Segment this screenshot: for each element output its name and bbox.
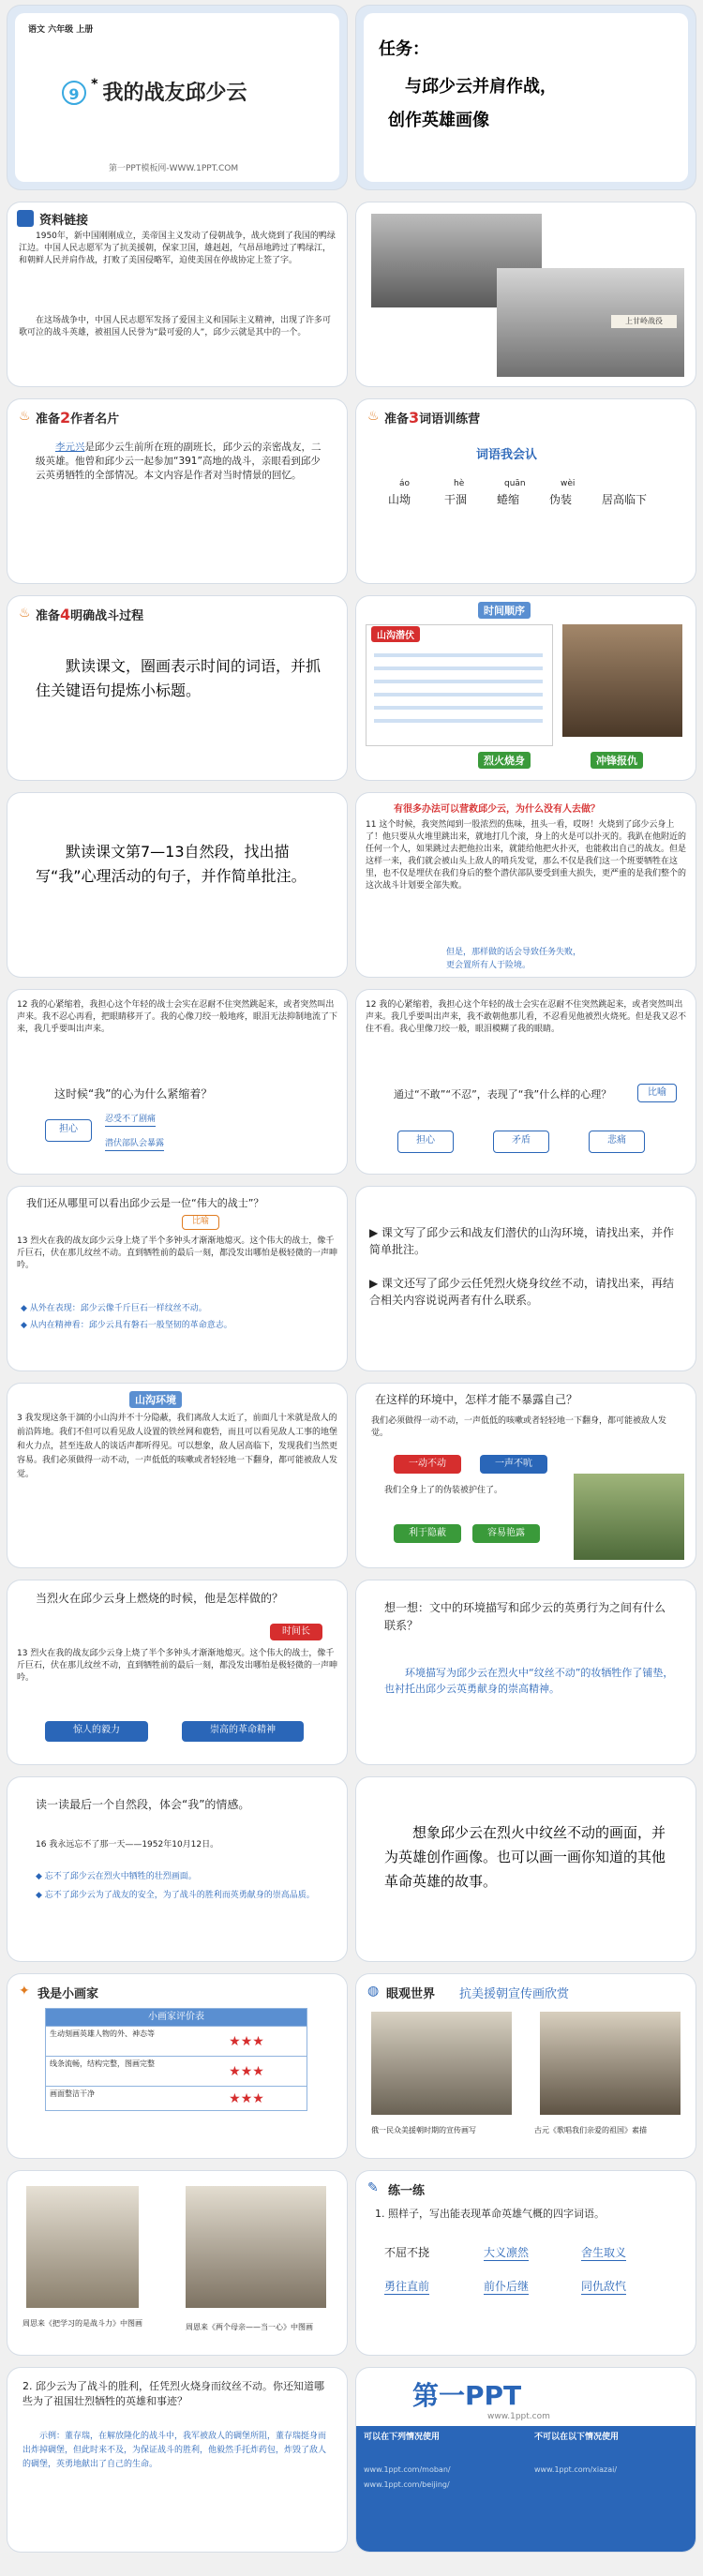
lesson-star: * — [91, 77, 98, 92]
flame-icon: ♨ — [19, 606, 31, 621]
prep-label: 准备 — [36, 412, 61, 427]
process-heading-text: 明确战斗过程 — [70, 609, 144, 623]
dare-question: 通过“不敢”“不忍”，表现了“我”什么样的心理？ — [394, 1088, 612, 1101]
link-2[interactable]: www.1ppt.com/beijing/ — [364, 2480, 450, 2489]
vocab-word-1: 山坳 — [388, 493, 411, 506]
slide-heroes — [7, 2368, 347, 2552]
valley-paragraph: 3 我发现这条干涸的小山沟并不十分隐蔽，我们离敌人太近了，前面几十米就是敌人的前沿阵地。我们不但可以看见敌人设置的铁丝网和鹿砦，而且可以看见敌人工事的地堡和火力点，甚至连敌人的谈话声都听得见。可以想象，敌人居高临下，发现我们当然更容易。我们必须做得一动不动，一声低低的咳嗽或者轻轻地一下翻身，都可能被敌人发觉。 — [17, 1414, 338, 1479]
poster-caption-1: 俄一民众美援朝时期的宣传画写 — [371, 2126, 476, 2134]
psych-body: 默读课文第7—13自然段，找出描写“我”心理活动的句子，并作简单批注。 — [36, 843, 307, 885]
slide-background-info — [7, 202, 347, 386]
dare-paragraph: 12 我的心紧缩着，我担心这个年轻的战士会实在忍耐不住突然跳起来，或者突然叫出声来。我几乎要叫出声来，我不敢朝他那儿看，不忍看见他被烈火烧死。但是我又忍不住不看。我心里像刀绞一般，眼泪模糊了我的眼睛。 — [366, 1000, 687, 1034]
rescue-note-1: 但是，那样做的话会导致任务失败， — [446, 948, 582, 957]
valley-banner: 山沟环境 — [129, 1391, 182, 1408]
slide-practice — [356, 2171, 696, 2355]
info-paragraph-2: 在这场战争中，中国人民志愿军发扬了爱国主义和国际主义精神，出现了许多可歌可泣的战斗英雄，被祖国人民誉为“最可爱的人”，邱少云就是其中的一个。 — [19, 316, 332, 337]
vocab-word-4: 伪装 — [549, 493, 573, 506]
exposed-paragraph: 我们必须做得一动不动，一声低低的咳嗽或者轻轻地一下翻身，都可能被敌人发觉。 — [371, 1416, 667, 1438]
heart-answer-1: 忍受不了剧痛 — [105, 1114, 156, 1127]
link-1[interactable]: www.1ppt.com/moban/ — [364, 2465, 451, 2474]
lesson-heading — [62, 77, 247, 106]
practice-heading: 练一练 — [388, 2184, 426, 2198]
table-title: 小画家评价表 — [46, 2009, 307, 2026]
trait-spirit: 崇高的革命精神 — [182, 1721, 304, 1742]
author-heading — [36, 409, 119, 427]
text-line — [374, 693, 543, 696]
task-point-2-text: 课文还写了邱少云任凭烈火烧身纹丝不动，请找出来，再结合相关内容说说两者有什么联系。 — [369, 1277, 675, 1307]
slide-painter — [7, 1974, 347, 2158]
prep-label: 准备 — [36, 609, 61, 623]
artwork-2 — [186, 2186, 326, 2308]
slide-photos — [356, 202, 696, 386]
prep-number: 3 — [409, 409, 420, 427]
logo: 第一PPT — [412, 2380, 522, 2411]
tag-long-time: 时间长 — [270, 1624, 322, 1640]
last-question: 读一读最后一个自然段，体会“我”的情感。 — [36, 1798, 250, 1811]
author-name: 李元兴 — [55, 442, 85, 453]
info-heading: 资料链接 — [39, 214, 89, 228]
slide-imagine — [356, 1777, 696, 1961]
rescue-paragraph: 11 这个时候，我突然闻到一股浓烈的焦味，扭头一看，哎呀！火烧到了邱少云身上了！他只要从火堆里跳出来，就地打几个滚，身上的火是可以扑灭的。我趴在他附近的任何一个人，如果跳过去把他拉出来，就能给他把火扑灭，也能救出自己的战友。但是这样一来，我们就会被山头上敌人的哨兵发觉，那么不仅是我们这一个班要牺牲在这里，也不仅是埋伏在我们身后的整个潜伏部队要受到重大损失，更严重的是我们整个的这次战斗计划要全部失败。 — [366, 820, 687, 891]
rating-stars: ★★★ — [229, 2091, 264, 2106]
rescue-question: 有很多办法可以营救邱少云，为什么没有人去做？ — [394, 804, 600, 815]
practice-question: 1. 照样子，写出能表现革命英雄气概的四字词语。 — [375, 2208, 605, 2220]
prep-number: 4 — [60, 606, 71, 623]
soldier-point-1-text: 从外在表现：邱少云像千斤巨石一样纹丝不动。 — [29, 1304, 207, 1313]
world-subtitle: 抗美援朝宣传画欣赏 — [459, 1987, 570, 2001]
answer-word-5: 同仇敌忾 — [581, 2280, 627, 2293]
feeling-worry: 担心 — [397, 1131, 454, 1153]
slide-dare-not — [356, 990, 696, 1174]
slide-vocab — [356, 399, 696, 583]
slide-task — [356, 6, 696, 189]
stage-1: 山沟潜伏 — [371, 626, 420, 642]
action-paragraph: 13 烈火在我的战友邱少云身上烧了半个多钟头才渐渐地熄灭。这个伟大的战士，像千斤巨石，伏在那儿纹丝不动，直到牺牲前的最后一刻，都没发出哪怕是极轻微的一声呻吟。 — [17, 1649, 338, 1683]
metaphor-tag: 比喻 — [182, 1215, 219, 1230]
book-icon — [17, 210, 34, 227]
grade-label: 语文 六年级 上册 — [28, 25, 94, 35]
slide-task-card — [364, 13, 688, 182]
site-label: 第一PPT模板网-WWW.1PPT.COM — [109, 164, 239, 173]
painter-heading: 我是小画家 — [37, 1987, 99, 2001]
vocab-word-5: 居高临下 — [602, 493, 648, 506]
text-line — [374, 680, 543, 683]
pinyin-4: wèi — [561, 479, 576, 488]
last-paragraph: 16 我永远忘不了那一天——1952年10月12日。 — [36, 1840, 219, 1850]
soldier-illustration — [574, 1474, 684, 1560]
slide-last-paragraph — [7, 1777, 347, 1961]
soldier-paragraph: 13 烈火在我的战友邱少云身上烧了半个多钟头才渐渐地熄灭。这个伟大的战士，像千斤巨石，伏在那儿纹丝不动。直到牺牲前的最后一刻，都没发出哪怕是极轻微的一声呻吟。 — [17, 1236, 338, 1270]
text-excerpt — [366, 624, 553, 746]
connection-question: 想一想：文中的环境描写和邱少云的英勇行为之间有什么联系？ — [384, 1601, 666, 1632]
poster-1 — [371, 2012, 512, 2115]
last-point-2-text: 忘不了邱少云为了战友的安全，为了战斗的胜利而英勇献身的崇高品质。 — [44, 1891, 315, 1900]
tag-motionless: 一动不动 — [394, 1455, 461, 1474]
imagine-body: 想象邱少云在烈火中纹丝不动的画面，并为英雄创作画像。也可以画一画你知道的其他革命英雄的故事。 — [384, 1824, 666, 1890]
heart-paragraph: 12 我的心紧缩着，我担心这个年轻的战士会实在忍耐不住突然跳起来，或者突然叫出声来。我不忍心再看，把眼睛移开了。我的心像刀绞一般地疼，眼泪无法抑制地流了下来，我几乎要叫出声来。 — [17, 1000, 338, 1034]
artwork-caption-1: 周思来《把学习的是战斗力》中图画 — [22, 2319, 142, 2328]
criteria-2: 线条流畅，结构完整，图画完整 — [50, 2059, 155, 2068]
globe-icon: ◍ — [367, 1984, 380, 1999]
author-heading-text: 作者名片 — [70, 412, 120, 427]
info-paragraph-1: 1950年，新中国刚刚成立，美帝国主义发动了侵朝战争，战火烧到了我国的鸭绿江边。中国人民志愿军为了抗美援朝，保家卫国，雄赳赳，气昂昂地跨过了鸭绿江，和朝鲜人民并肩作战，打败了美国侵略军，迫使美国在停战协定上签了字。 — [19, 232, 336, 265]
star-icon: ✦ — [19, 1984, 30, 1999]
answer-word-2: 舍生取义 — [581, 2246, 627, 2259]
soldier-point-2-text: 从内在精神看：邱少云具有磐石一般坚韧的革命意志。 — [29, 1321, 232, 1330]
evaluation-table — [45, 2008, 307, 2111]
trait-will: 惊人的毅力 — [45, 1721, 148, 1742]
time-order-banner: 时间顺序 — [478, 602, 531, 619]
vocab-word-3: 蜷缩 — [497, 493, 520, 506]
action-question: 当烈火在邱少云身上燃烧的时候，他是怎样做的？ — [36, 1592, 284, 1605]
metaphor-tag: 比喻 — [637, 1084, 677, 1102]
war-photo-2 — [497, 268, 684, 377]
world-heading: 眼观世界 — [386, 1987, 436, 2001]
text-line — [374, 706, 543, 710]
slide-artworks — [7, 2171, 347, 2355]
task-line-2: 创作英雄画像 — [388, 111, 489, 130]
soldier-question: 我们还从哪里可以看出邱少云是一位“伟大的战士”？ — [26, 1197, 264, 1209]
exposed-question: 在这样的环境中，怎样才能不暴露自己？ — [375, 1393, 578, 1406]
slide-heart-tight — [7, 990, 347, 1174]
lesson-title: 我的战友邱少云 — [102, 81, 247, 105]
task-label: 任务： — [379, 39, 429, 59]
text-line — [374, 719, 543, 723]
author-desc: 是邱少云生前所在班的副班长，邱少云的亲密战友，二级英雄。他曾和邱少云一起参加“391”高地的战斗，亲眼看到邱少云英勇牺牲的全部情况。本文内容是作者对当时情景的回忆。 — [36, 442, 322, 481]
heart-question: 这时候“我”的心为什么紧缩着？ — [54, 1087, 213, 1101]
slide-footer — [356, 2368, 696, 2552]
stage-3: 冲锋报仇 — [591, 752, 643, 769]
task-line-1: 与邱少云并肩作战， — [405, 77, 557, 97]
slide-psych — [7, 793, 347, 977]
lesson-number: 9 — [62, 81, 86, 105]
criteria-1: 生动刻画英雄人物的外、神态等 — [50, 2029, 155, 2038]
task-point-1: ▶ 课文写了邱少云和战友们潜伏的山沟环境，请找出来，并作简单批注。 — [369, 1226, 675, 1256]
footer-panel — [356, 2426, 696, 2552]
slide-battle-process — [7, 596, 347, 780]
task-point-2: ▶ 课文还写了邱少云任凭烈火烧身纹丝不动，请找出来，再结合相关内容说说两者有什么联系。 — [369, 1277, 675, 1307]
pinyin-3: quān — [504, 479, 526, 488]
last-point-1: ◆ 忘不了邱少云在烈火中牺牲的壮烈画面。 — [36, 1872, 197, 1881]
task-point-1-text: 课文写了邱少云和战友们潜伏的山沟环境，请找出来，并作简单批注。 — [369, 1226, 675, 1256]
prep-label: 准备 — [384, 412, 410, 427]
heart-answer-2: 潜伏部队会暴露 — [105, 1138, 164, 1151]
photo-caption: 上甘岭战役 — [611, 315, 677, 328]
slide-title-card — [15, 13, 339, 182]
tag-expose: 容易艳露 — [472, 1524, 540, 1543]
slide-valley-env — [7, 1384, 347, 1567]
link-3[interactable]: www.1ppt.com/xiazai/ — [534, 2465, 618, 2474]
heroes-answer: 示例：董存瑞，在解放隆化的战斗中，我军被敌人的碉堡所阻，董存瑞挺身而出炸掉碉堡，但此时来不及，为保证战斗的胜利，他毅然手托炸药包，炸毁了敌人的碉堡，英勇地献出了自己的生命。 — [22, 2432, 327, 2469]
poster-2 — [540, 2012, 681, 2115]
slide-rescue — [356, 793, 696, 977]
feeling-conflict: 矛盾 — [493, 1131, 549, 1153]
slide-author — [7, 399, 347, 583]
slide-great-soldier — [7, 1187, 347, 1370]
soldier-point-2: ◆ 从内在精神看：邱少云具有磐石一般坚韧的革命意志。 — [21, 1321, 232, 1330]
logo-url: www.1ppt.com — [487, 2412, 550, 2421]
vocab-subtitle: 词语我会认 — [476, 448, 538, 462]
last-point-2: ◆ 忘不了邱少云为了战友的安全，为了战斗的胜利而英勇献身的崇高品质。 — [36, 1891, 315, 1900]
last-point-1-text: 忘不了邱少云在烈火中牺牲的壮烈画面。 — [44, 1872, 197, 1881]
flame-icon: ♨ — [19, 409, 31, 424]
rating-stars: ★★★ — [229, 2064, 264, 2079]
prep-number: 2 — [60, 409, 71, 427]
pinyin-2: hè — [454, 479, 465, 488]
heart-tag: 担心 — [45, 1119, 92, 1142]
heroes-question: 2. 邱少云为了战斗的胜利，任凭烈火烧身而纹丝不动。你还知道哪些为了祖国壮烈牺牲的英雄和事迹？ — [22, 2380, 324, 2407]
tag-silent: 一声不吭 — [480, 1455, 547, 1474]
feeling-grief: 悲痛 — [589, 1131, 645, 1153]
vocab-heading — [384, 409, 480, 427]
soldier-point-1: ◆ 从外在表现：邱少云像千斤巨石一样纹丝不动。 — [21, 1304, 207, 1313]
rating-stars: ★★★ — [229, 2034, 264, 2049]
exposed-paragraph-2: 我们全身上了的伪装被护住了。 — [384, 1486, 503, 1495]
answer-word-1: 大义凛然 — [484, 2246, 530, 2259]
poster-caption-2: 古元《歌唱我们亲爱的祖国》素描 — [534, 2126, 647, 2134]
author-body — [36, 441, 322, 483]
tag-hide: 利于隐蔽 — [394, 1524, 461, 1543]
process-body: 默读课文，圈画表示时间的词语，并抓住关键语句提炼小标题。 — [36, 657, 322, 699]
table-row — [46, 2026, 307, 2056]
slide-tasks — [356, 1187, 696, 1370]
slide-time-order — [356, 596, 696, 780]
forbidden-heading: 不可以在以下情况使用 — [534, 2433, 620, 2442]
text-line — [374, 666, 543, 670]
vocab-heading-text: 词语训练营 — [419, 412, 481, 427]
slide-not-exposed — [356, 1384, 696, 1567]
allowed-heading: 可以在下列情况使用 — [364, 2433, 441, 2442]
flame-icon: ♨ — [367, 409, 380, 424]
answer-word-3: 勇往直前 — [384, 2280, 430, 2293]
criteria-3: 画面整洁干净 — [50, 2089, 95, 2098]
table-row — [46, 2056, 307, 2086]
rescue-note-2: 更会置所有人于险境。 — [446, 961, 531, 970]
artwork-1 — [26, 2186, 139, 2308]
table-row — [46, 2086, 307, 2110]
answer-word-4: 前仆后继 — [484, 2280, 530, 2293]
slide-flame-action — [7, 1580, 347, 1764]
example-word: 不屈不挠 — [384, 2246, 430, 2259]
slide-connection — [356, 1580, 696, 1764]
stage-2: 烈火烧身 — [478, 752, 531, 769]
vocab-word-2: 干涸 — [444, 493, 468, 506]
pencil-icon: ✎ — [367, 2180, 379, 2195]
pinyin-1: áo — [399, 479, 411, 488]
connection-answer: 环境描写为邱少云在烈火中“纹丝不动”的妆牺牲作了铺垫，也衬托出邱少云英勇献身的崇高精神。 — [384, 1667, 674, 1695]
process-heading — [36, 606, 143, 623]
slide-world-view — [356, 1974, 696, 2158]
battle-illustration — [562, 624, 682, 737]
artwork-caption-2: 周恩来《两个母亲——当一心》中图画 — [186, 2323, 313, 2331]
text-line — [374, 653, 543, 657]
slide-title — [7, 6, 347, 189]
